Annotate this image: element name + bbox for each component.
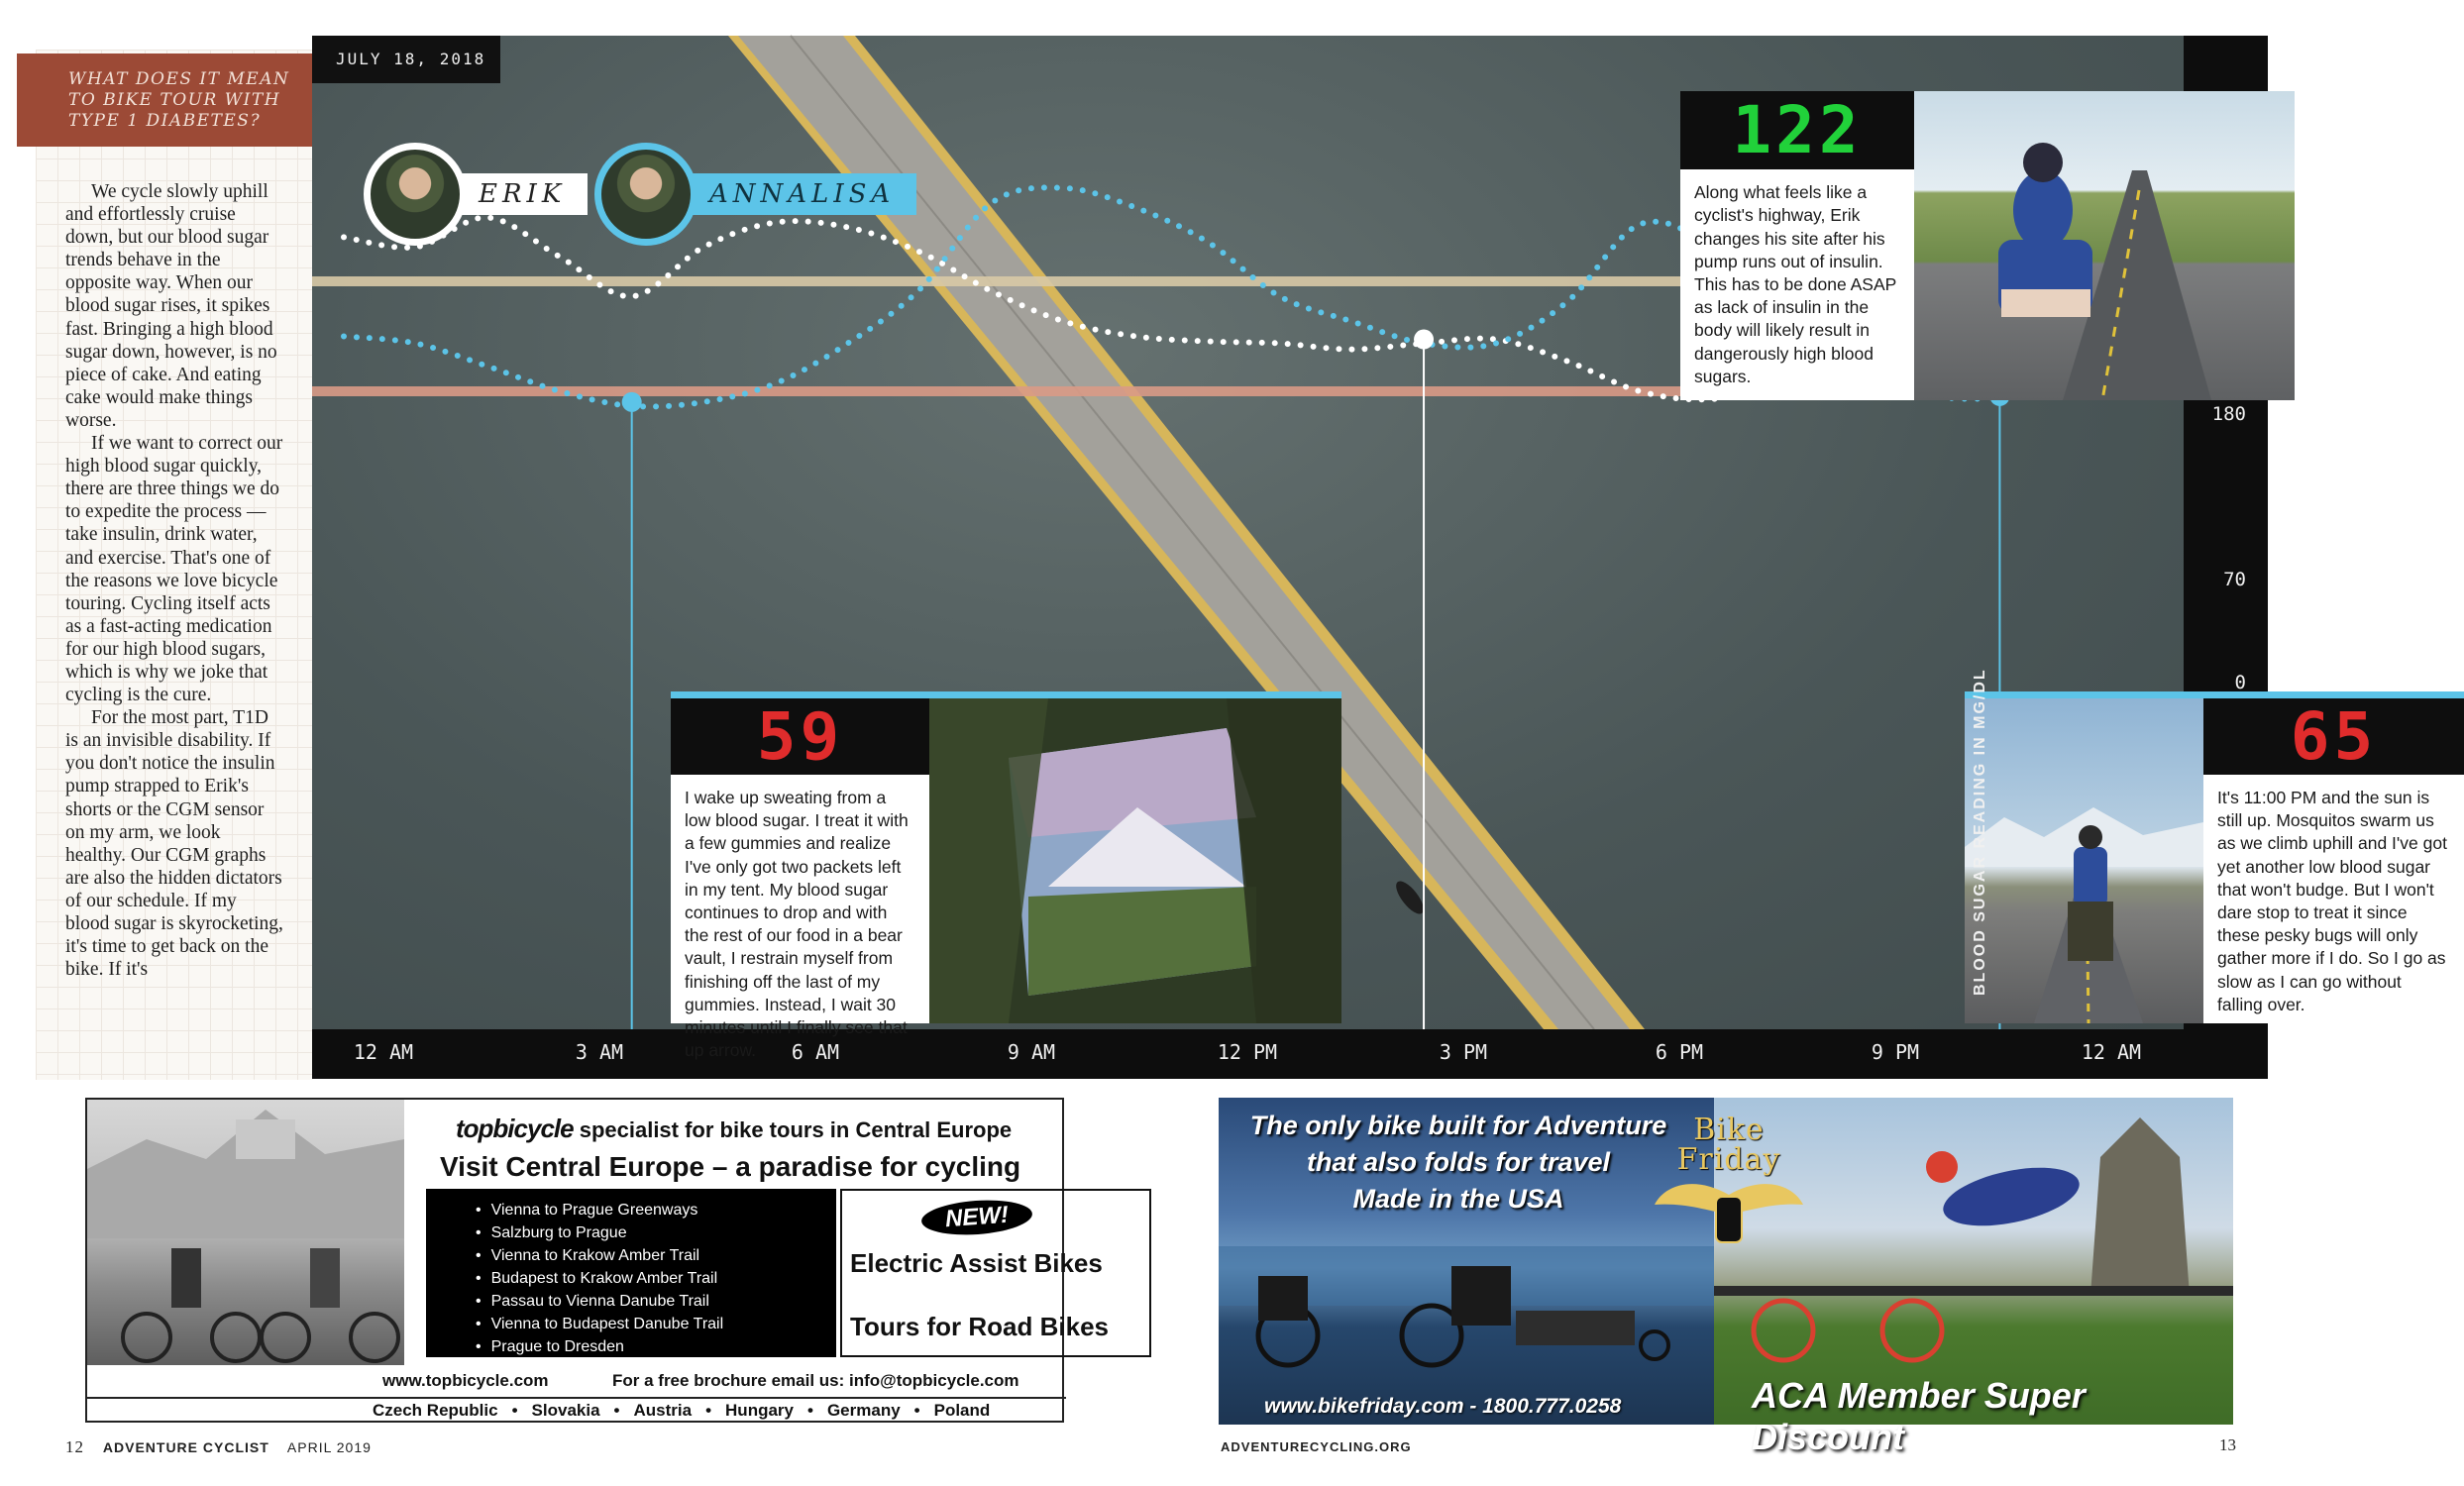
page-number: 12 — [65, 1437, 84, 1456]
route-item: • Salzburg to Prague — [476, 1221, 836, 1244]
highlight-marker-59 — [622, 392, 642, 412]
ad-url-link[interactable]: www.topbicycle.com — [382, 1371, 549, 1390]
card-caption: I wake up sweating from a low blood sugar. I treat it with a few gummies and realize I've only got two packets left in my tent. My blood sugar continues to drop and with the rest of our food in a bear vault, I restrain myself from finishing off the last of my gummies. Instead, I wait 30 minutes until I finally see that up arrow. — [685, 788, 909, 1061]
ad-url-link[interactable]: www.bikefriday.com - 1800.777.0258 — [1264, 1395, 1622, 1418]
x-tick-label: 9 PM — [1871, 1040, 1920, 1064]
country: • Hungary — [692, 1401, 794, 1421]
brand-tagline: specialist for bike tours in Central Europe — [579, 1117, 1013, 1142]
reading-value: 122 — [1680, 91, 1914, 169]
person-erik — [364, 143, 588, 246]
y-tick-label: 0 — [2234, 672, 2246, 693]
ad-discount: ACA Member Super Discount — [1752, 1375, 2086, 1457]
country-list — [87, 1397, 1066, 1423]
avatar — [594, 143, 697, 246]
x-tick-label: 9 AM — [1007, 1040, 1056, 1064]
ad-headline — [1231, 1108, 1686, 1218]
y-tick-label: 180 — [2211, 403, 2246, 425]
brand-line: Bike — [1693, 1113, 1765, 1147]
cyclist-on-bridge — [1391, 877, 1428, 917]
annotation-card-65 — [1965, 691, 2464, 1023]
footer-left — [65, 1437, 372, 1457]
ad-photo-cyclists — [87, 1100, 404, 1365]
country: • Slovakia — [498, 1401, 600, 1421]
new-badge: NEW! — [920, 1197, 1033, 1238]
highlight-marker-122 — [1414, 330, 1434, 350]
reading-value: 65 — [2203, 698, 2464, 775]
footer-site[interactable]: ADVENTURECYCLING.ORG — [1221, 1439, 1412, 1454]
person-annalisa — [594, 143, 916, 246]
country: Czech Republic — [373, 1401, 498, 1420]
x-tick-label: 6 AM — [791, 1040, 840, 1064]
annotation-card-122 — [1680, 91, 2295, 400]
reading-value: 59 — [671, 698, 929, 775]
route-item: • Vienna to Prague Greenways — [476, 1199, 836, 1221]
x-tick-label: 3 PM — [1439, 1040, 1488, 1064]
card-caption: It's 11:00 PM and the sun is still up. Mosquitos swarm us as we climb uphill and I've got yet another low blood sugar that won't budge. But I won't dare stop to treat it since these pesky bugs will only gather more if I do. So I go as slow as I can go without falling over. — [2217, 788, 2447, 1014]
card-text — [2203, 698, 2464, 1023]
photo-erik-roadside — [1914, 91, 2295, 400]
route-item: • Prague to Dresden — [476, 1335, 836, 1358]
photo-tent-view — [929, 698, 1341, 1023]
x-tick-label: 12 PM — [1217, 1040, 1278, 1064]
route-item: • Vienna to Budapest Danube Trail — [476, 1313, 836, 1335]
new-offers-box — [840, 1189, 1151, 1357]
paragraph: If we want to correct our high blood sugar quickly, there are three things we do to expedite the process — take insulin, drink water, and exercise. That's one of the reasons we love bicycle touring. Cycling itself acts as a fast-acting medication for our high blood sugars, which is why we joke that cycling is the cure. — [65, 433, 283, 706]
winged-logo-icon — [1655, 1175, 1803, 1254]
country: • Germany — [794, 1401, 901, 1421]
x-tick-label: 3 AM — [575, 1040, 624, 1064]
x-tick-label: 6 PM — [1655, 1040, 1704, 1064]
route-item: • Budapest to Krakow Amber Trail — [476, 1267, 836, 1290]
card-text — [1680, 91, 1914, 400]
ad-email-link[interactable]: For a free brochure email us: info@topbicycle.com — [612, 1371, 1019, 1390]
sidebar-question: WHAT DOES IT MEAN TO BIKE TOUR WITH TYPE 1 DIABETES? — [17, 53, 314, 147]
brand-logo: topbicycle — [456, 1114, 574, 1143]
article-body — [65, 180, 283, 981]
card-caption: Along what feels like a cyclist's highway, Erik changes his site after his pump runs out of insulin. This has to be done ASAP as lack of insulin in the body will likely result in dangerously high blood sugars. — [1694, 182, 1896, 386]
y-axis-label: BLOOD SUGAR READING IN MG/DL — [1972, 668, 1988, 996]
route-item: • Passau to Vienna Danube Trail — [476, 1290, 836, 1313]
avatar — [364, 143, 467, 246]
country: • Austria — [600, 1401, 693, 1421]
x-tick-label: 12 AM — [2081, 1040, 2142, 1064]
page-number: 13 — [2219, 1435, 2236, 1454]
y-tick-label: 70 — [2223, 569, 2246, 590]
date-label: JULY 18, 2018 — [312, 36, 500, 83]
person-name: ANNALISA — [684, 173, 916, 215]
route-list — [426, 1189, 836, 1357]
photo-cyclist-road — [1965, 698, 2203, 1023]
paragraph: For the most part, T1D is an invisible disability. If you don't notice the insulin pump strapped to Erik's shorts or the CGM sensor on my arm, we look healthy. Our CGM graphs are also the hidden dictators of our schedule. If my blood sugar is skyrocketing, it's time to get back on the bike. If it's — [65, 707, 283, 981]
ad-brand — [456, 1114, 1012, 1144]
headline-line: Made in the USA — [1352, 1184, 1564, 1214]
paragraph: We cycle slowly uphill and effortlessly cruise down, but our blood sugar trends behave in the opposite way. When our blood sugar rises, it spikes fast. Bringing a high blood sugar down, however, is no piece of cake. And eating cake would make things worse. — [65, 181, 277, 431]
route-item: • Vienna to Krakow Amber Trail — [476, 1244, 836, 1267]
headline-line: that also folds for travel — [1306, 1147, 1611, 1177]
ad-headline: Visit Central Europe – a paradise for cycling — [440, 1151, 1021, 1182]
headline-line: The only bike built for Adventure — [1249, 1111, 1667, 1140]
offer-electric: Electric Assist Bikes — [850, 1248, 1103, 1278]
country: • Poland — [901, 1401, 991, 1421]
person-name: ERIK — [453, 173, 588, 215]
offer-road: Tours for Road Bikes — [850, 1312, 1110, 1341]
issue-date: APRIL 2019 — [286, 1439, 372, 1455]
ad-brand-logo — [1655, 1115, 1803, 1260]
ad-topbicycle[interactable] — [85, 1098, 1110, 1423]
brand-line: Friday — [1676, 1142, 1781, 1177]
magazine-name: ADVENTURE CYCLIST — [102, 1439, 269, 1455]
x-tick-label: 12 AM — [353, 1040, 414, 1064]
